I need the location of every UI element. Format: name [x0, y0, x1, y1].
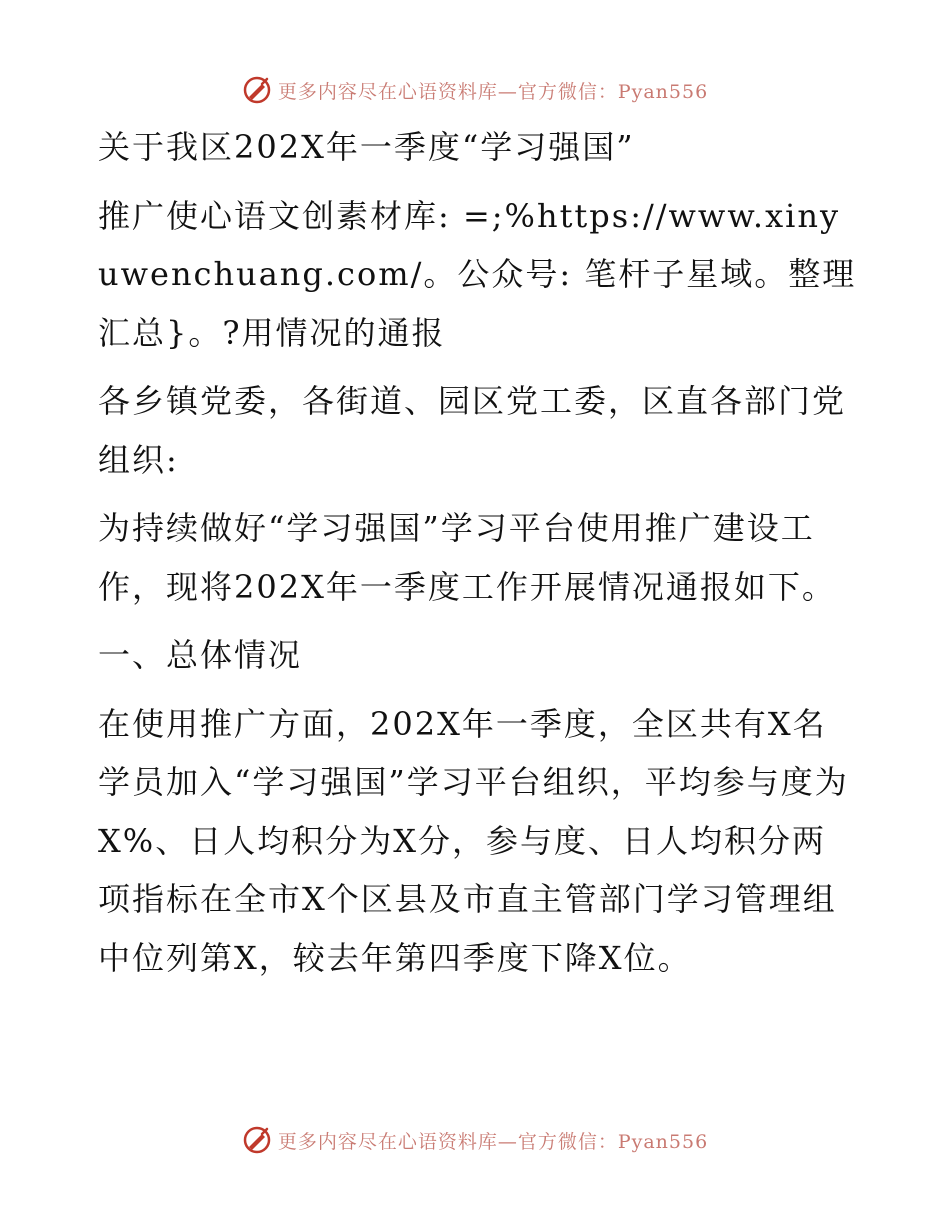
header-watermark — [0, 70, 950, 110]
overall-situation-paragraph: 在使用推广方面，202X年一季度，全区共有X名学员加入“学习强国”学习平台组织，平均参与度为X%、日人均积分为X分，参与度、日人均积分两项指标在全市X个区县及市直主管部门学习管理组中位列第X，较去年第四季度下降X位。 — [98, 704, 849, 977]
footer-watermark — [0, 1120, 950, 1160]
document-body — [98, 118, 858, 987]
watermark-text: 更多内容尽在心语资料库—官方微信：Pyan556 — [277, 80, 709, 103]
intro-paragraph: 为持续做好“学习强国”学习平台使用推广建设工作，现将202X年一季度工作开展情况通报如下。 — [98, 509, 836, 606]
document-title-line: 关于我区202X年一季度“学习强国” — [98, 128, 635, 166]
watermark-text: 更多内容尽在心语资料库—官方微信：Pyan556 — [277, 1130, 709, 1153]
quill-seal-icon — [242, 1125, 272, 1155]
document-title-continuation: 推广使心语文创素材库: =;%https://www.xinyuwenchuang.com/。公众号: 笔杆子星域。整理汇总}。?用情况的通报 — [98, 196, 857, 352]
addressee-paragraph: 各乡镇党委，各街道、园区党工委，区直各部门党组织: — [98, 382, 847, 479]
quill-seal-icon — [242, 75, 272, 105]
section-heading-overall: 一、总体情况 — [98, 636, 303, 674]
